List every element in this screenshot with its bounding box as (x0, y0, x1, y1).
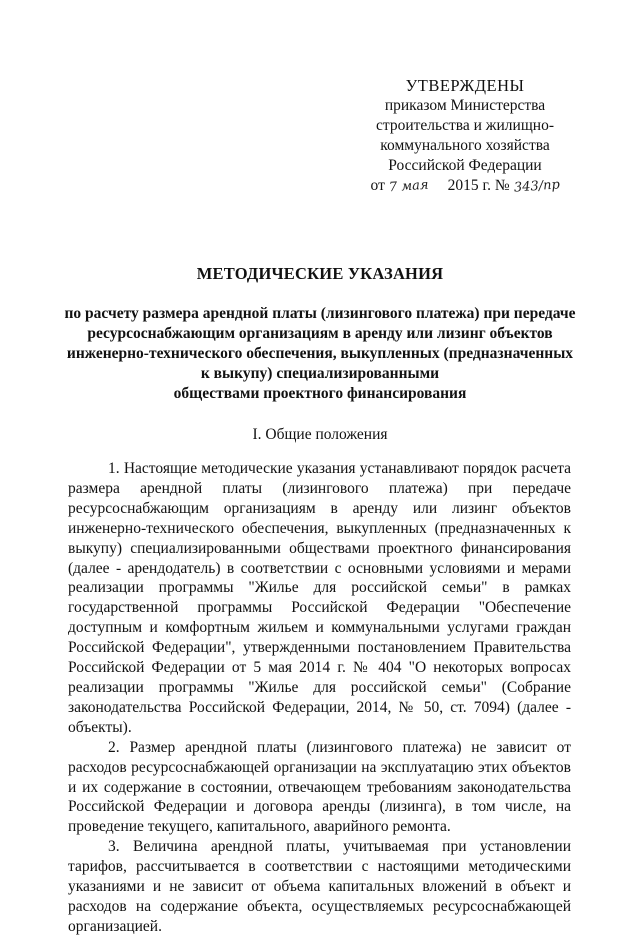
order-number-handwritten: 343/пр (513, 177, 560, 196)
section-heading: I. Общие положения (252, 426, 388, 443)
order-year: 2015 г. № (447, 177, 510, 194)
subtitle-line-3: инженерно-технического обеспечения, выкупленных (предназначенных (66, 345, 574, 362)
approval-line-federation: Российской Федерации (388, 157, 542, 174)
paragraph-3: 3. Величина арендной платы, учитываемая при установлении тарифов, рассчитывается в соответствии с настоящими методическими указаниями и не зависит от объема капитальных вложений в объект и расходов на содержание объекта, осуществляемых ресурсоснабжающей организацией. (68, 838, 571, 935)
paragraph-2: 2. Размер арендной платы (лизингового платежа) не зависит от расходов ресурсоснабжающей организации на эксплуатацию этих объектов и их содержание в состоянии, отвечающем требованиям законодательства Российской Федерации и договора аренды (лизинга), в том числе, на проведение текущего, капитального, аварийного ремонта. (68, 738, 571, 836)
subtitle-line-4: к выкупу) специализированными (200, 365, 440, 382)
document-subtitle (40, 304, 600, 404)
order-line (345, 176, 585, 197)
order-prefix: от (370, 177, 385, 194)
approval-line-construction: строительства и жилищно- (376, 117, 554, 134)
paragraph-1: 1. Настоящие методические указания устанавливают порядок расчета размера арендной платы (лизингового платежа) при передаче ресурсоснабжающим организациям в аренду или лизинг объектов инженерно-технического обеспечения, выкупленных (предназначенных к выкупу) специализированными обществами проектного финансирования (далее - арендодатель) в соответствии с основными условиями и мерами реализации программы "Жилье для российской семьи" в рамках государственной программы Российской Федерации "Обеспечение доступным и комфортным жильем и коммунальными услугами граждан Российской Федерации", утвержденными постановлением Правительства Российской Федерации от 5 мая 2014 г. № 404 "О некоторых вопросах реализации программы "Жилье для российской семьи" (Собрание законодательства Российской Федерации, 2014, № 50, ст. 7094) (далее - объекты). (68, 460, 571, 736)
subtitle-line-5: обществами проектного финансирования (173, 385, 467, 402)
section-body (68, 459, 571, 937)
order-date-handwritten: 7 мая (388, 177, 429, 196)
document-title: МЕТОДИЧЕСКИЕ УКАЗАНИЯ (196, 264, 444, 283)
approval-block (345, 76, 585, 197)
approval-line-communal: коммунального хозяйства (380, 137, 550, 154)
subtitle-line-1: по расчету размера арендной платы (лизингового платежа) при передаче (64, 305, 576, 322)
approval-heading: УТВЕРЖДЕНЫ (405, 76, 525, 95)
approval-line-ministry: приказом Министерства (384, 97, 546, 114)
subtitle-line-2: ресурсоснабжающим организациям в аренду или лизинг объектов (87, 325, 553, 342)
